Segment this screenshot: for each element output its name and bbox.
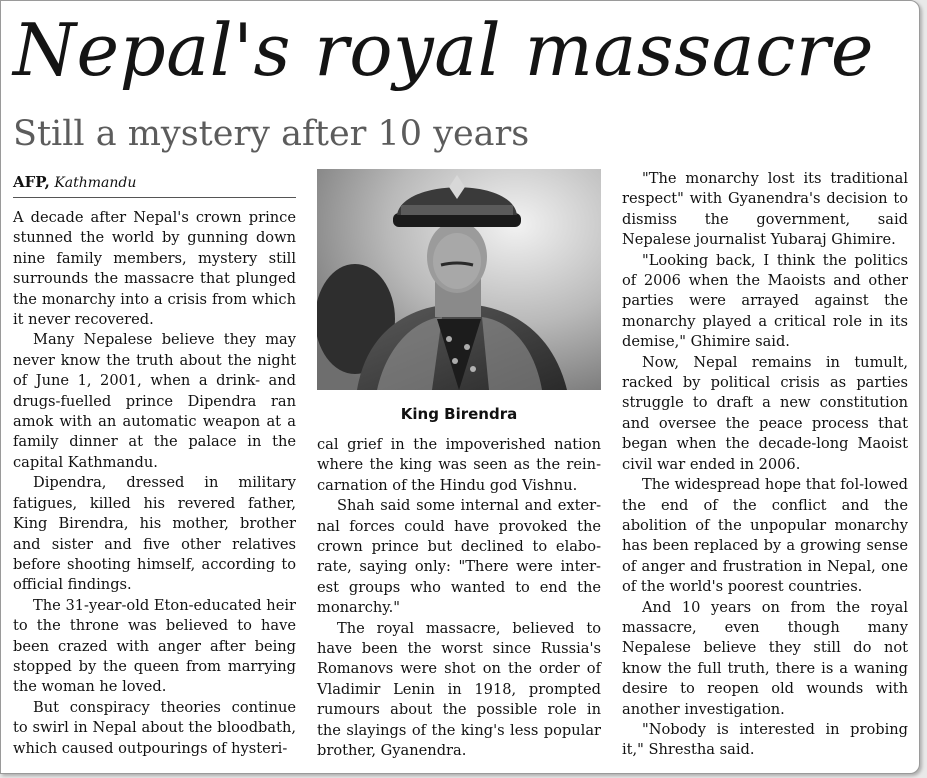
paragraph: The royal massacre, believed to have been the worst since Russia's Romanovs were shot on the order of Vladimir Lenin in 1918, prompted rumours about the possible role in the slayings of the king's less popular brother, Gyanendra.	[317, 619, 601, 760]
paragraph: And 10 years on from the royal massacre, even though many Nepalese believe they still do not know the full truth, there is a waning desire to reopen old wounds with another investigation.	[622, 598, 908, 718]
paragraph: Many Nepalese believe they may never know the truth about the night of June 1, 2001, when a drink- and drugs-fuelled prince Dipendra ran amok with an automatic weapon at a family dinner at the palace in the capital Kathmandu.	[13, 331, 296, 471]
byline-location: Kathmandu	[54, 175, 137, 191]
paragraph: "The monarchy lost its traditional respect" with Gyanendra's decision to dismiss the government, said Nepalese journalist Yubaraj Ghimire.	[622, 170, 908, 249]
paragraph: "Looking back, I think the politics of 2006 when the Maoists and other parties were arrayed against the monarchy played a critical role in its demise," Ghimire said.	[622, 251, 908, 351]
paragraph: "Nobody is interested in probing it," Shrestha said.	[622, 720, 908, 759]
paragraph: But conspiracy theories continue to swirl in Nepal about the bloodbath, which caused outpourings of hysteri-	[13, 698, 296, 757]
headline: Nepal's royal massacre	[13, 8, 874, 92]
byline	[13, 173, 296, 198]
paragraph: The 31-year-old Eton-educated heir to the throne was believed to have been crazed with anger after being stopped by the queen from marrying the woman he loved.	[13, 596, 296, 696]
paragraph: cal grief in the impoverished nation where the king was seen as the rein-carnation of the Hindu god Vishnu.	[317, 436, 601, 494]
article-column-3	[622, 169, 908, 761]
photo-caption: King Birendra	[400, 405, 518, 423]
paragraph: Dipendra, dressed in military fatigues, killed his revered father, King Birendra, his mother, brother and sister and five other relatives before shooting himself, according to official findings.	[13, 474, 296, 594]
paragraph: Now, Nepal remains in tumult, racked by political crisis as parties struggle to draft a new constitution and oversee the peace process that began when the decade-long Maoist civil war ended in 2006.	[622, 353, 908, 473]
king-birendra-photo	[317, 169, 601, 390]
paragraph: Shah said some internal and exter-nal forces could have provoked the crown prince but declined to elabo-rate, saying only: "There were inter-est groups who wanted to end the monarchy."	[317, 497, 601, 617]
article-column-1	[13, 208, 296, 759]
portrait-illustration	[317, 169, 601, 390]
paragraph: The widespread hope that fol-lowed the end of the conflict and the abolition of the unpopular monarchy has been replaced by a growing sense of anger and frustration in Nepal, one of the world's poorest countries.	[622, 476, 908, 596]
article-column-2	[317, 435, 601, 762]
byline-agency: AFP,	[13, 173, 50, 191]
paragraph: A decade after Nepal's crown prince stunned the world by gunning down nine family members, mystery still surrounds the massacre that plunged the monarchy into a crisis from which it never recovered.	[13, 209, 296, 329]
subheadline: Still a mystery after 10 years	[13, 114, 530, 154]
